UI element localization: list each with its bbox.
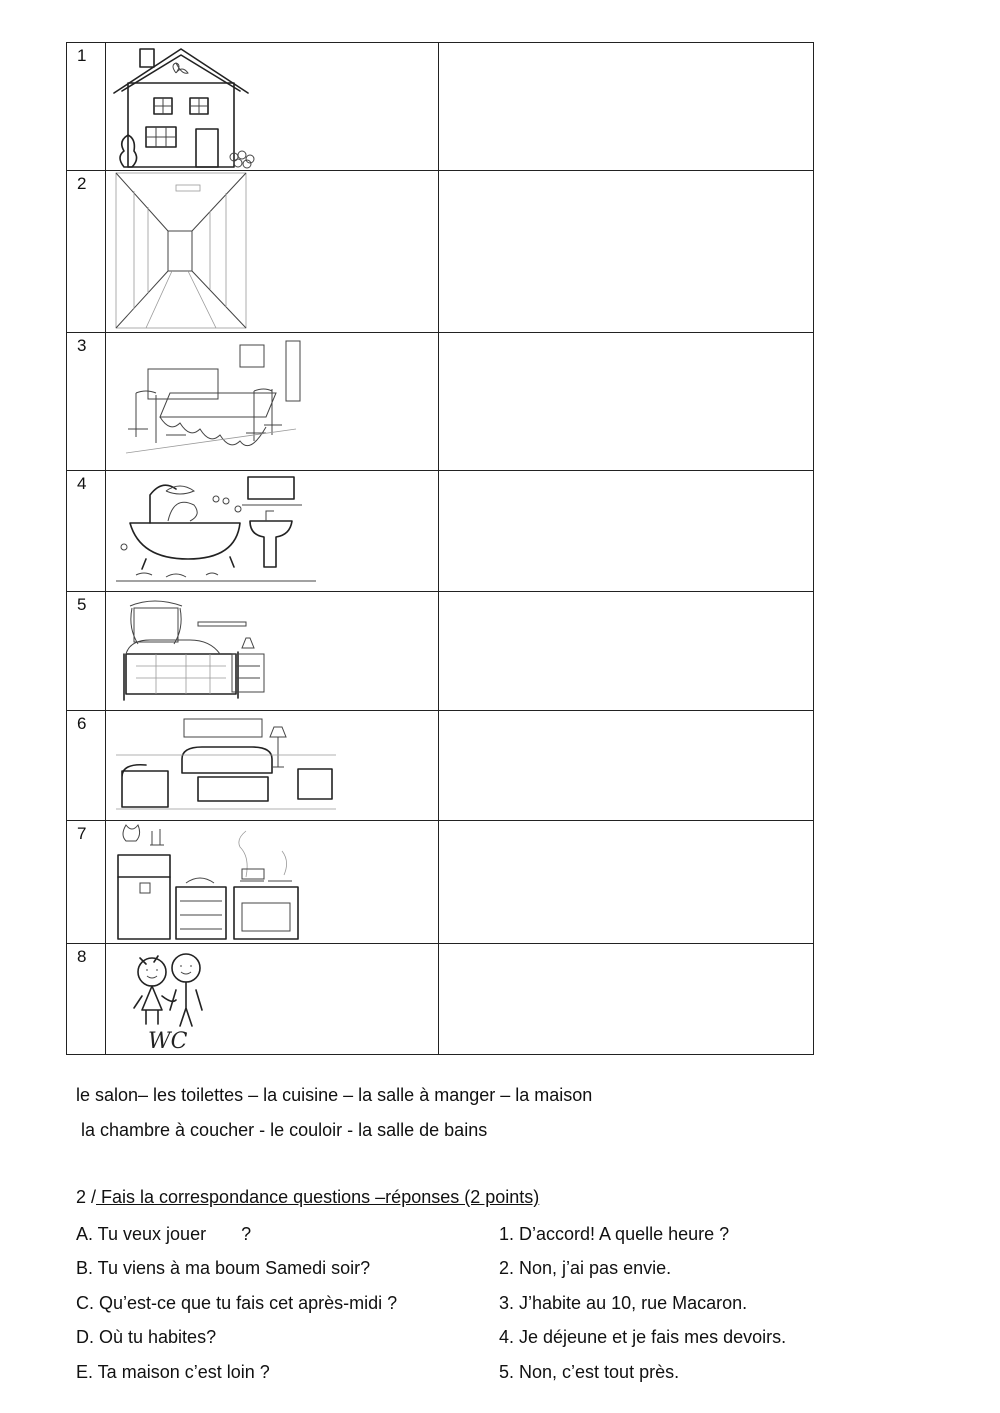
word-bank-line-2: la chambre à coucher - le couloir - la salle de bains bbox=[76, 1120, 488, 1140]
row-number: 4 bbox=[77, 474, 87, 493]
answer-1: 1. D’accord! A quelle heure ? bbox=[499, 1224, 730, 1244]
row-number: 6 bbox=[77, 714, 87, 733]
picture-cell bbox=[106, 592, 439, 711]
row-number-cell bbox=[67, 171, 106, 333]
answer-cell[interactable] bbox=[439, 592, 814, 711]
question-c: C. Qu’est-ce que tu fais cet après-midi ? bbox=[76, 1293, 398, 1313]
house-illustration bbox=[106, 43, 438, 170]
table-row bbox=[67, 471, 814, 592]
answer-3: 3. J’habite au 10, rue Macaron. bbox=[499, 1293, 748, 1313]
row-number-cell bbox=[67, 592, 106, 711]
dining-room-illustration bbox=[106, 333, 438, 470]
answer-cell[interactable] bbox=[439, 171, 814, 333]
picture-cell bbox=[106, 821, 439, 944]
row-number-cell bbox=[67, 944, 106, 1055]
answer-2: 2. Non, j’ai pas envie. bbox=[499, 1258, 672, 1278]
answer-cell[interactable] bbox=[439, 821, 814, 944]
bathroom-illustration bbox=[106, 471, 438, 591]
row-number-cell bbox=[67, 43, 106, 171]
matching-table bbox=[66, 42, 814, 1055]
table-row bbox=[67, 592, 814, 711]
row-number: 5 bbox=[77, 595, 87, 614]
row-number: 3 bbox=[77, 336, 87, 355]
table-row bbox=[67, 711, 814, 821]
wc-sign: WC bbox=[148, 1029, 188, 1054]
table-row bbox=[67, 944, 814, 1055]
kitchen-illustration bbox=[106, 821, 438, 943]
row-number-cell bbox=[67, 333, 106, 471]
word-bank-line-1: le salon– les toilettes – la cuisine – la salle à manger – la maison bbox=[76, 1085, 593, 1105]
answer-cell[interactable] bbox=[439, 944, 814, 1055]
exercise-2-title bbox=[76, 1187, 539, 1208]
row-number: 8 bbox=[77, 947, 87, 966]
row-number: 7 bbox=[77, 824, 87, 843]
table-row bbox=[67, 821, 814, 944]
table-row bbox=[67, 171, 814, 333]
answer-cell[interactable] bbox=[439, 43, 814, 171]
row-number: 1 bbox=[77, 46, 87, 65]
toilets-illustration bbox=[106, 944, 438, 1054]
picture-cell bbox=[106, 171, 439, 333]
answer-cell[interactable] bbox=[439, 471, 814, 592]
row-number-cell bbox=[67, 711, 106, 821]
corridor-illustration bbox=[106, 171, 438, 332]
picture-cell bbox=[106, 944, 439, 1055]
question-a: A. Tu veux jouer ? bbox=[76, 1224, 252, 1244]
table-row bbox=[67, 333, 814, 471]
table-row bbox=[67, 43, 814, 171]
picture-cell bbox=[106, 471, 439, 592]
question-e: E. Ta maison c’est loin ? bbox=[76, 1362, 270, 1382]
exercise-2-instruction: Fais la correspondance questions –réponses (2 points) bbox=[96, 1187, 540, 1207]
living-room-illustration bbox=[106, 711, 438, 820]
answer-5: 5. Non, c’est tout près. bbox=[499, 1362, 680, 1382]
row-number-cell bbox=[67, 821, 106, 944]
answer-cell[interactable] bbox=[439, 333, 814, 471]
bedroom-illustration bbox=[106, 592, 438, 710]
question-b: B. Tu viens à ma boum Samedi soir? bbox=[76, 1258, 371, 1278]
answer-cell[interactable] bbox=[439, 711, 814, 821]
exercise-2-prefix: 2 / bbox=[76, 1187, 97, 1207]
picture-cell bbox=[106, 333, 439, 471]
picture-cell bbox=[106, 43, 439, 171]
question-d: D. Où tu habites? bbox=[76, 1327, 217, 1347]
answer-4: 4. Je déjeune et je fais mes devoirs. bbox=[499, 1327, 787, 1347]
row-number: 2 bbox=[77, 174, 87, 193]
row-number-cell bbox=[67, 471, 106, 592]
picture-cell bbox=[106, 711, 439, 821]
